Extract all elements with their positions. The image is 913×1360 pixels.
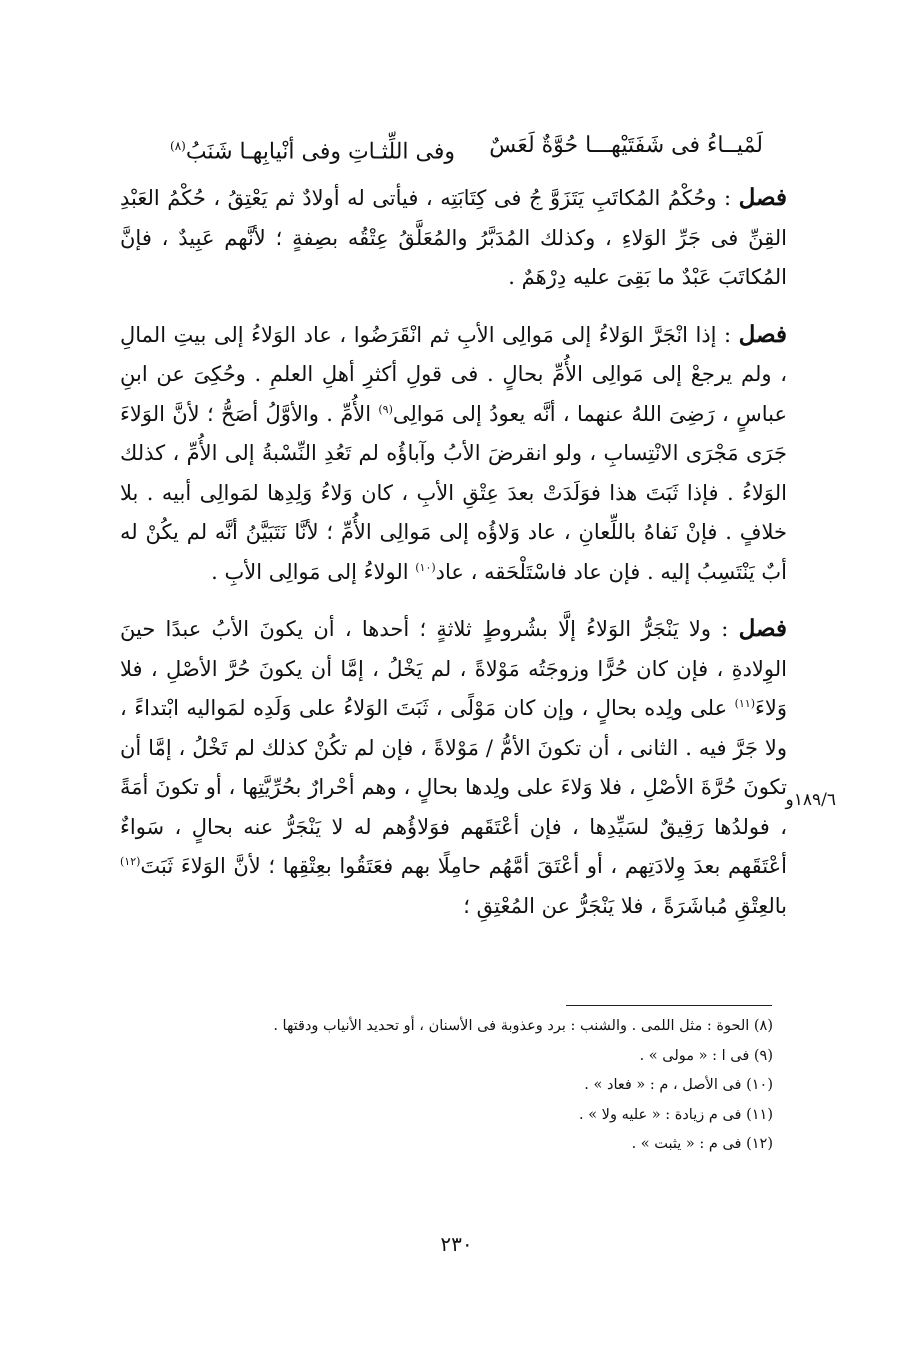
verse-left-text: وفى اللِّثـاتِ وفى أنْيابِهـا شَنَبُ	[185, 139, 456, 165]
paragraph-text: : ولا يَنْجَرُّ الوَلاءُ إلَّا بشُروطٍ ثلاثةٍ ؛ أحدها ، أن يكونَ الأبُ عبدًا حينَ الوِلادةِ ، فإن كان حُرًّا وزوجَتُه مَوْلاةً ، لم يَخْلُ ، إمَّا أن يكونَ حُرَّ الأصْلِ ، فلا وَلاءَ	[120, 617, 787, 720]
footnote-ref-12: (١٢)	[120, 855, 141, 868]
paragraph-text: الأُمِّ . والأوَّلُ أصَحُّ ؛ لأنَّ الوَلاءَ جَرَى مَجْرَى الانْتِسابِ ، ولو انقرضَ الأبُ وآباؤُه لم تَعُدِ النِّسْبةُ إلى الأُمِّ ، كذلك الوَلاءُ . فإذا ثَبَتَ هذا فوَلَدَتْ بعدَ عِتْقِ الأبِ ، كان وَلاءُ وَلِدِها لمَوالِى أبيه . بلا خلافٍ . فإنْ نَفاهُ باللِّعانِ ، عاد وَلاؤُه إلى مَوالِى الأُمِّ ؛ لأنَّا نَتَبَيَّنُ أنَّه لم يكُنْ له أبٌ يَنْتَسِبُ إليه . فإن عاد فاسْتَلْحَقه ، عاد	[120, 401, 787, 584]
section-heading: فصل	[738, 615, 787, 642]
footnote-12: (١٢) فى م : « يثبت » .	[631, 1136, 773, 1152]
paragraph-text: الولاءُ إلى مَوالِى الأبِ .	[211, 559, 416, 584]
footnote-ref-10: (١٠)	[415, 560, 436, 574]
paragraph-1	[120, 178, 787, 298]
paragraph-text: : إذا انْجَرَّ الوَلاءُ إلى مَوالِى الأبِ ثم انْقَرَضُوا ، عاد الوَلاءُ إلى بيتِ المالِ ، ولم يرجعْ إلى مَوالِى الأُمِّ بحالٍ . فى قولِ أكثرِ أهلِ العلمِ . وحُكِىَ عن ابنِ عباسٍ ، رَضِىَ اللهُ عنهما ، أنَّه يعودُ إلى مَوالِى	[120, 322, 787, 426]
footnote-divider	[566, 1005, 772, 1006]
paragraph-text: بالعِتْقِ مُباشَرَةً ، فلا يَنْجَرُّ عن المُعْتِقِ ؛	[463, 893, 787, 918]
footnote-8: (٨) الحوة : مثل اللمى . والشنب : برد وعذوبة فى الأسنان ، أو تحديد الأنياب ودقتها .	[273, 1018, 773, 1034]
paragraph-3	[120, 609, 787, 926]
verse-line	[170, 124, 763, 174]
paragraph-2	[120, 315, 787, 593]
footnote-11: (١١) فى م زيادة : « عليه ولا » .	[578, 1106, 773, 1123]
footnotes	[173, 1012, 773, 1160]
verse-right-hemistich: لَمْيــاءُ فى شَفَتَيْهـــا حُوَّةٌ لَعَسٌ	[489, 133, 763, 158]
verse-left-hemistich	[170, 124, 455, 174]
footnote-ref-11: (١١)	[734, 697, 755, 710]
margin-reference: ١٨٩/٦و	[785, 790, 836, 810]
footnote-10: (١٠) فى الأصل ، م : « فعاد » .	[584, 1077, 773, 1093]
section-heading: فصل	[738, 320, 787, 348]
paragraph-text: على ولِده بحالٍ ، وإن كان مَوْلًى ، ثَبَتَ الوَلاءُ على وَلَدِه لمَواليه ابْتداءً ، ولا جَرَّ فيه . الثانى ، أن تكونَ الأمُّ / مَوْلاةً ، فإن لم تكُنْ كذلك لم تَخْلُ ، إمَّا أن تكونَ حُرَّةَ الأصْلِ ، فلا وَلاءَ على ولِدها بحالٍ ، وهم أحْرارٌ بحُرِّيَّتِها ، أو تكونَ أمَةً ، فولدُها رَقِيقٌ لسَيِّدِها ، فإن أعْتَقَهم فوَلاؤُهم له لا يَنْجَرُّ عنه بحالٍ ، سَواءٌ أعْتَقَهم بعدَ وِلادَتِهم ، أو أعْتَقَ أمَّهُم حامِلًا بهم فعَتَقُوا بعِتْقِها ؛ لأنَّ الوَلاءَ ثَبَتَ	[120, 696, 787, 878]
section-heading: فصل	[738, 184, 787, 211]
paragraph-text: : وحُكْمُ المُكاتَبِ يَتَزَوَّ جُ فى كِتَابَتِه ، فيأتى له أولادٌ ثم يَعْتِقُ ، حُكْمُ العَبْدِ القِنِّ فى جَرِّ الوَلاءِ ، وكذلك المُدَبَّرُ والمُعَلَّقُ عِتْقُه بصِفةٍ ؛ لأنَّهم عَبِيدٌ ، فإنَّ المُكاتَبَ عَبْدٌ ما بَقِىَ عليه دِرْهَمٌ .	[120, 186, 787, 289]
main-text	[120, 178, 787, 943]
footnote-ref-8: (٨)	[170, 139, 186, 153]
page-number: ٢٣٠	[440, 1232, 473, 1256]
footnote-9: (٩) فى ا : « مولى » .	[639, 1047, 773, 1064]
footnote-ref-9: (٩)	[378, 402, 393, 416]
